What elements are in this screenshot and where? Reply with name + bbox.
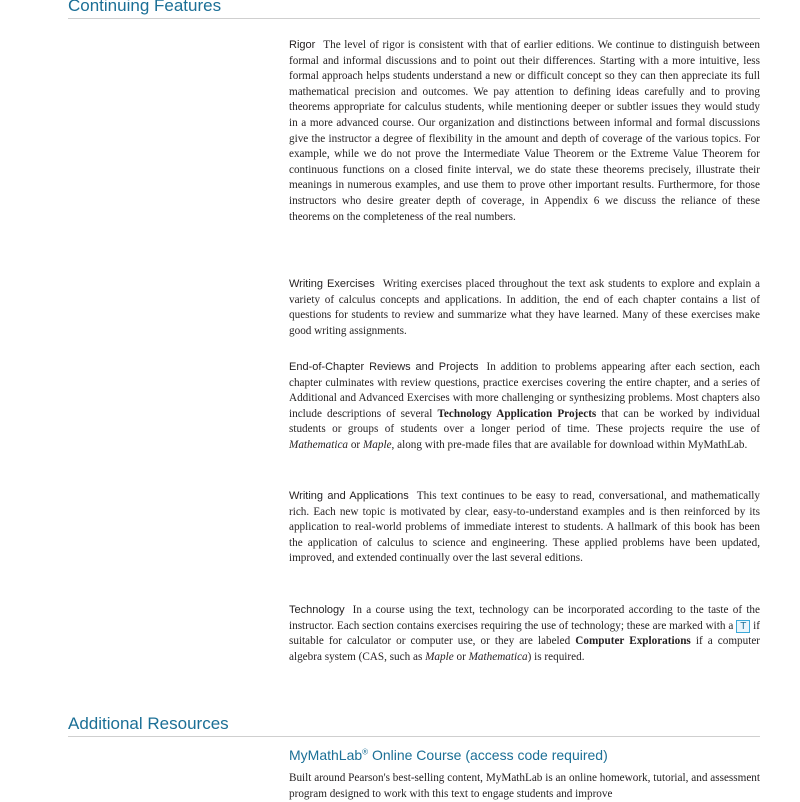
bold-term: Technology Application Projects bbox=[437, 407, 597, 420]
registered-mark: ® bbox=[362, 747, 369, 757]
section-divider bbox=[68, 18, 760, 19]
paragraph-text: Writing exercises placed throughout the text ask students to explore and explain a variety of calculus concepts and applications. In addition, the end of each chapter contains a list of questions for students to review and summarize what they have learned. Many of these exercises make good writing assignments. bbox=[289, 278, 760, 337]
paragraph-text: The level of rigor is consistent with that of earlier editions. We continue to distinguish between formal and informal discussions and to point out their differences. Starting with a more intuitive, less formal approach helps students understand a new or difficult concept so they can then appreciate its full mathematical precision and outcomes. We pay attention to defining ideas carefully and to proving theorems appropriate for calculus students, while mentioning deeper or subtler issues they would study in a more advanced course. Our organization and distinctions between informal and formal discussions give the instructor a degree of flexibility in the amount and depth of coverage of the various topics. For example, while we do not prove the Intermediate Value Theorem or the Extreme Value Theorem for continuous functions on a closed finite interval, we do state these theorems precisely, illustrate their meanings in numerous examples, and use them to prove other important results. Furthermore, for those instructors who desire greater depth of coverage, in Appendix 6 we discuss the reliance of these theorems on the completeness of the real numbers. bbox=[289, 39, 760, 223]
paragraph-text: if suitable for calculator or computer use, or they are labeled bbox=[289, 619, 761, 648]
section-divider bbox=[68, 736, 760, 737]
paragraph-text: In addition to problems appearing after each section, each chapter culminates with review questions, practice exercises covering the entire chapter, and a series of Additional and Advanced Exercises with more challenging or synthesizing problems. Most chapters also include descriptions of several bbox=[289, 361, 761, 420]
runin-heading-technology: Technology bbox=[289, 604, 345, 616]
paragraph-text: This text continues to be easy to read, conversational, and mathematically rich. Each new topic is motivated by clear, easy-to-understand examples and is then reinforced by its application to real-world problems of immediate interest to students. A hallmark of this book has been the application of calculus to science and engineering. These applied problems have been updated, improved, and extended continually over the last several editions. bbox=[289, 490, 761, 565]
runin-heading-writing-applications: Writing and Applications bbox=[289, 490, 409, 502]
paragraph-text: , along with pre-made files that are available for download within MyMathLab. bbox=[391, 438, 748, 451]
italic-term: Maple bbox=[362, 438, 392, 451]
paragraph-writing-exercises bbox=[289, 277, 760, 339]
italic-term: Mathematica bbox=[468, 650, 528, 663]
runin-heading-rigor: Rigor bbox=[289, 39, 316, 51]
paragraph-text: if a computer algebra system (CAS, such as bbox=[289, 635, 761, 663]
section-heading-additional-resources: Additional Resources bbox=[68, 714, 229, 733]
runin-heading-reviews-projects: End-of-Chapter Reviews and Projects bbox=[289, 361, 479, 373]
italic-term: Mathematica bbox=[289, 438, 349, 451]
paragraph-text: ) is required. bbox=[527, 650, 585, 663]
italic-term: Maple bbox=[425, 650, 454, 663]
subheading-rest: Online Course (access code required) bbox=[368, 747, 608, 763]
paragraph-text: In a course using the text, technology can be incorporated according to the taste of the instructor. Each section contains exercises requiring the use of technology; these are marked with a bbox=[289, 604, 760, 632]
paragraph-mymathlab bbox=[289, 771, 760, 802]
paragraph-technology bbox=[289, 603, 760, 665]
technology-t-icon: T bbox=[736, 620, 750, 633]
paragraph-text: or bbox=[456, 650, 466, 663]
paragraph-reviews-projects bbox=[289, 360, 760, 454]
subheading-mymathlab bbox=[289, 747, 608, 763]
paragraph-rigor bbox=[289, 38, 760, 225]
paragraph-text: that can be worked by individual students or groups of students over a longer period of time. These projects require the use of bbox=[289, 407, 760, 436]
runin-heading-writing-exercises: Writing Exercises bbox=[289, 278, 375, 290]
product-name: MyMathLab bbox=[289, 747, 363, 763]
paragraph-writing-applications bbox=[289, 489, 760, 567]
section-heading-continuing-features: Continuing Features bbox=[68, 0, 222, 15]
paragraph-text: Built around Pearson's best-selling content, MyMathLab is an online homework, tutorial, and assessment program designed to work with this text to engage students and improve bbox=[289, 772, 760, 800]
bold-term: Computer Explorations bbox=[575, 635, 691, 648]
paragraph-text: or bbox=[350, 438, 361, 451]
